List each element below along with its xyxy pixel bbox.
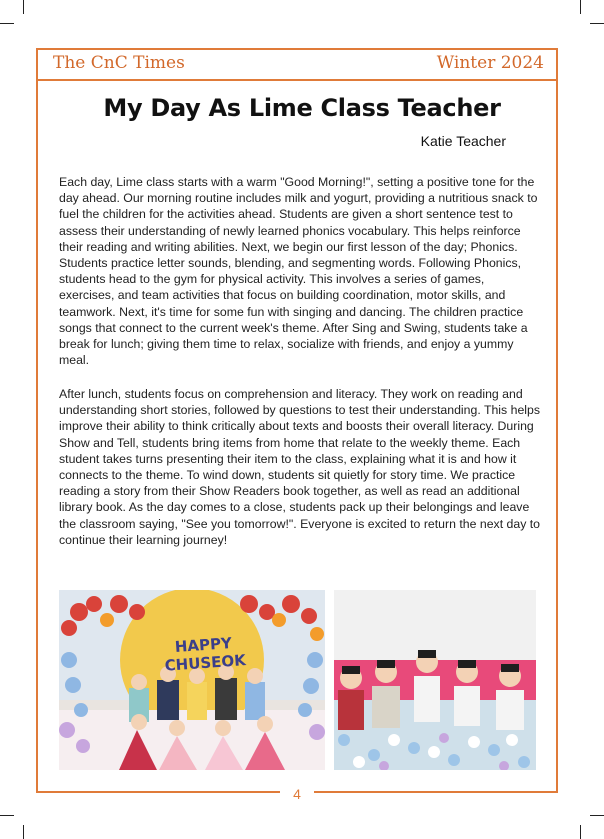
chuseok-banner-text: HAPPY CHUSEOK [164,634,247,675]
article-paragraph: Each day, Lime class starts with a warm "Good Morning!", setting a positive tone for the day ahead. Our morning routine includes milk and yogurt, providing a nutritious snack to fuel the children for the activities ahead. Students are given a short sentence test to assess their understanding of newly learned phonics vocabulary. This helps reinforce their reading and writing abilities. Next, we begin our first lesson of the day; Phonics. Students practice letter sounds, blending, and segmenting words. Following Phonics, students head to the gym for physical activity. This involves a series of games, exercises, and team activities that focus on building coordination, motor skills, and teamwork. Next, it's time for some fun with singing and dancing. The children practice songs that connect to the current week's theme. After Sing and Swing, students take a break for lunch; giving them time to relax, socialize with friends, and enjoy a yummy meal. [59,175,538,368]
article-paragraph: After lunch, students focus on comprehension and literacy. They work on reading and understanding short stories, followed by questions to test their understanding. This helps improve their ability to think critically about texts and boosts their overall literacy. During Show and Tell, students bring items from home that relate to the weekly theme. Each student takes turns presenting their item to the class, explaining what it is and how it connects to the theme. To wind down, students sit quietly for story time. We practice reading a story from their Show Readers book together, as well as read an additional library book. As the day comes to a close, students pack up their belongings and leave the classroom saying, "See you tomorrow!". Everyone is excited to return the next day to continue their learning journey! [59,387,541,547]
crop-mark [580,825,581,839]
article-title: My Day As Lime Class Teacher [103,94,501,122]
header-divider [36,79,558,81]
ball-pit-photo [334,590,536,770]
crop-mark [580,0,581,14]
page-number-box [280,784,314,804]
article-author: Katie Teacher [420,133,506,149]
publication-name: The CnC Times [53,53,185,73]
crop-mark [0,23,14,24]
crop-mark [23,0,24,14]
crop-mark [23,825,24,839]
page-number: 4 [293,786,301,802]
chuseok-group-photo [59,590,325,770]
crop-mark [590,23,604,24]
issue-label: Winter 2024 [436,53,544,73]
crop-mark [590,815,604,816]
crop-mark [0,815,14,816]
